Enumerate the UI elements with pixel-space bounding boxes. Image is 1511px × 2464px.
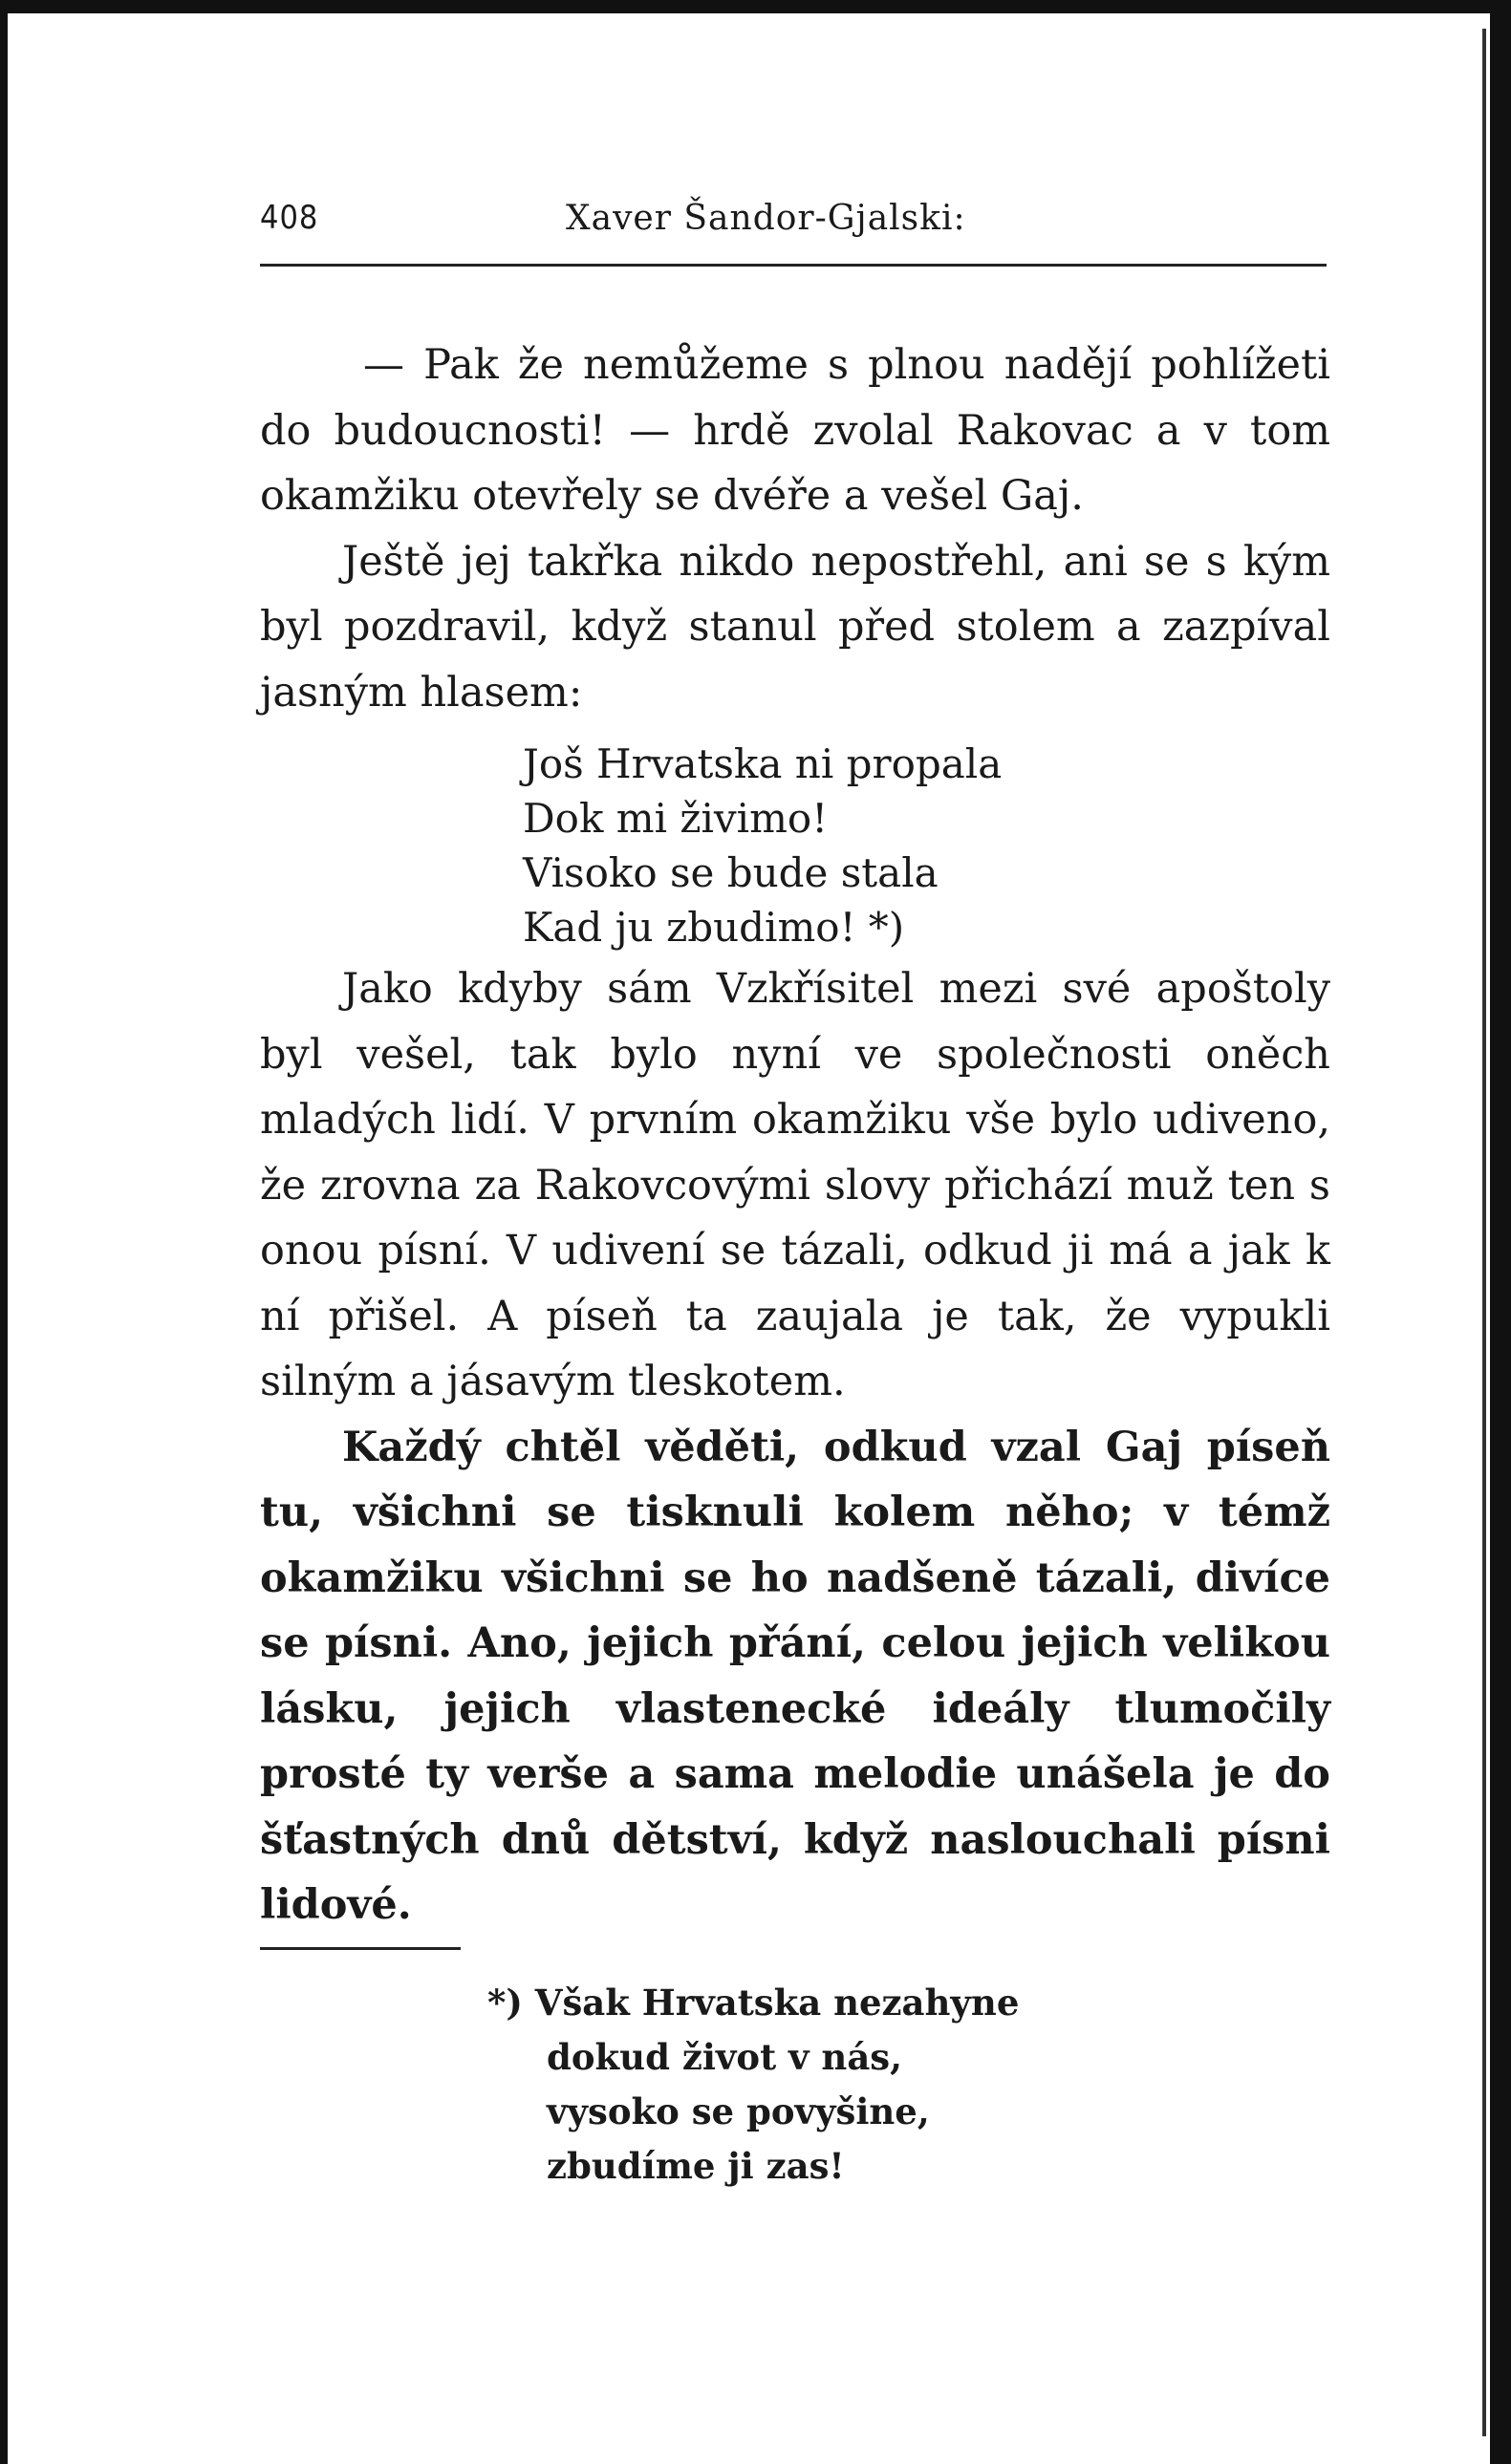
footnote-rule [260, 1947, 461, 1950]
paragraph: Jako kdyby sám Vzkřísitel mezi své apoštoly byl vešel, tak bylo nyní ve společnosti oněch mladých lidí. V prvním okamžiku vše bylo udiveno, že zrovna za Rakovcovými slovy přichází muž ten s onou písní. V udivení se tázali, odkud ji má a jak k ní přišel. A píseň ta zaujala je tak, že vypukli silným a jásavým tleskotem. [260, 965, 1330, 1405]
page-number: 408 [260, 199, 319, 237]
verse-line: Kad ju zbudimo! *) [523, 904, 905, 951]
footnote-line: *) Však Hrvatska nezahyne [487, 1982, 1020, 2024]
paragraph: — Pak že nemůžeme s plnou nadějí pohlížeti do budoucnosti! — hrdě zvolal Rakovac a v tom okamžiku otevřely se dvéře a vešel Gaj. [260, 341, 1330, 520]
footnote-line: dokud život v nás, [547, 2036, 903, 2078]
verse-line: Dok mi živimo! [523, 795, 829, 842]
footnote-line: zbudíme ji zas! [547, 2145, 845, 2187]
header-rule [260, 264, 1327, 267]
footnote [487, 1976, 1156, 2194]
scan-border-top [0, 0, 1511, 13]
paragraph: Každý chtěl věděti, odkud vzal Gaj píseň tu, všichni se tisknuli kolem něho; v témž okamžiku všichni se ho nadšeně tázali, divíce se písni. Ano, jejich přání, celou jejich velikou lásku, jejich vlastenecké ideály tlumočily prosté ty verše a sama melodie unášela je do šťastných dnů dětství, když naslouchali písni lidové. [260, 1423, 1330, 1929]
page-header [260, 199, 1330, 246]
song-verse [523, 737, 1330, 954]
body-text [260, 332, 1330, 1939]
verse-line: Još Hrvatska ni propala [523, 740, 1003, 787]
scan-border-left [0, 0, 8, 2464]
footnote-line: vysoko se povyšine, [547, 2090, 930, 2132]
scan-border-right-inner [1482, 29, 1486, 2436]
scan-border-right [1490, 0, 1511, 2464]
paragraph: Ještě jej takřka nikdo nepostřehl, ani se s kým byl pozdravil, když stanul před stolem a zazpíval jasným hlasem: [260, 537, 1330, 717]
running-title: Xaver Šandor-Gjalski: [566, 199, 966, 238]
verse-line: Visoko se bude stala [523, 849, 939, 896]
